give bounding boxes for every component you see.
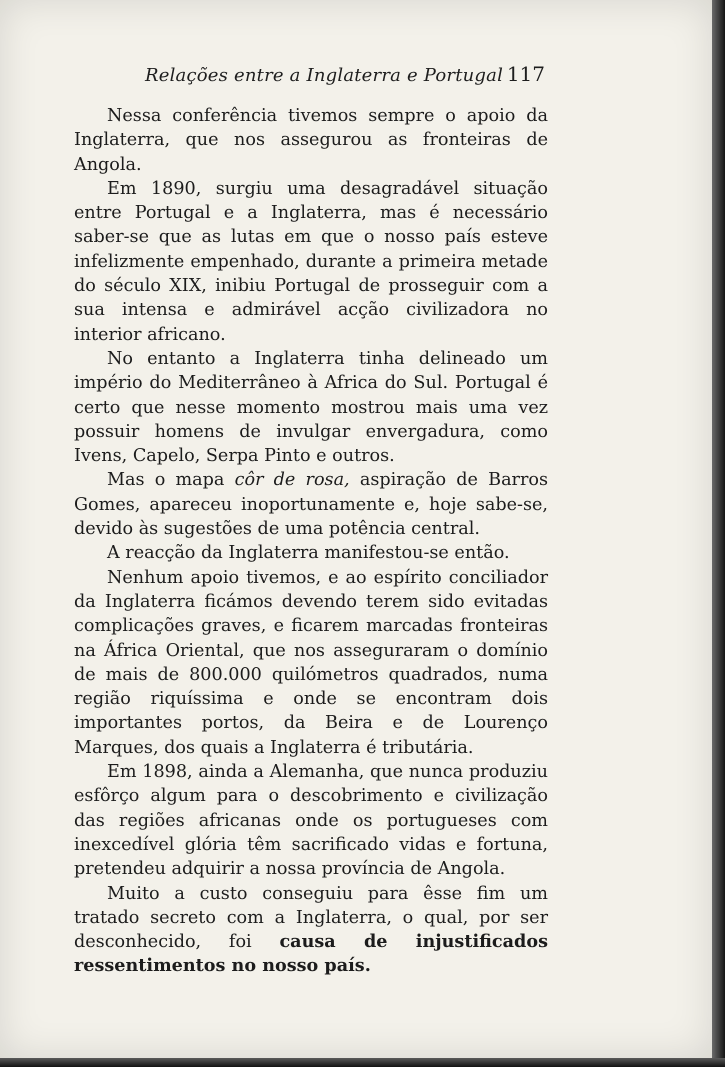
body-text <box>74 104 548 979</box>
paragraph-1: Nessa conferência tivemos sempre o apoio da Inglaterra, que nos assegurou as fronteiras de Angola. <box>74 106 548 175</box>
paragraph-4-start: Mas o mapa <box>107 470 235 491</box>
paragraph-3: No entanto a Inglaterra tinha delineado um império do Mediterrâneo à Africa do Sul. Portugal é certo que nesse momento mostrou mais uma vez possuir homens de invulgar envergadura, como Ivens, Capelo, Serpa Pinto e outros. <box>74 348 548 467</box>
page-edge-right <box>712 0 725 1067</box>
page-number: 117 <box>506 62 545 86</box>
paragraph-4-end: aspiração de Barros Gomes, apareceu inoportunamente e, hoje sabe-se, devido às sugestões de uma potência central. <box>74 470 548 540</box>
paragraph-8 <box>74 882 548 979</box>
paragraph-8-last-line: causa de injustificados ressentimentos no nosso país. <box>74 931 548 977</box>
paragraph-4 <box>74 468 548 541</box>
page-edge-bottom <box>0 1058 725 1067</box>
paragraph-2: Em 1890, surgiu uma desagradável situação entre Portugal e a Inglaterra, mas é necessário saber-se que as lutas em que o nosso país esteve infelizmente empenhado, durante a primeira metade do século XIX, inibiu Portugal de prosseguir com a sua intensa e admirável acção civilizadora no interior africano. <box>74 178 548 345</box>
paragraph-5: A reacção da Inglaterra manifestou-se então. <box>107 543 510 564</box>
running-title: Relações entre a Inglaterra e Portugal <box>145 65 504 86</box>
italic-phrase: côr de rosa, <box>234 470 350 491</box>
paragraph-6: Nenhum apoio tivemos, e ao espírito conciliador da Inglaterra ficámos devendo terem sido evitadas complicações graves, e ficarem marcadas fronteiras na África Oriental, que nos asseguraram o domínio de mais de 800.000 quilómetros quadrados, numa região riquíssima e onde se encontram dois importantes portos, da Beira e de Lourenço Marques, dos quais a Inglaterra é tributária. <box>74 567 548 758</box>
paragraph-8-main: Muito a custo conseguiu para êsse fim um tratado secreto com a Inglaterra, o qual, por ser desconhecido, foi <box>74 883 548 953</box>
page-header <box>145 62 545 86</box>
paragraph-7: Em 1898, ainda a Alemanha, que nunca produziu esfôrço algum para o descobrimento e civilização das regiões africanas onde os portugueses com inexcedível glória têm sacrificado vidas e fortuna, pretendeu adquirir a nossa província de Angola. <box>74 762 548 880</box>
